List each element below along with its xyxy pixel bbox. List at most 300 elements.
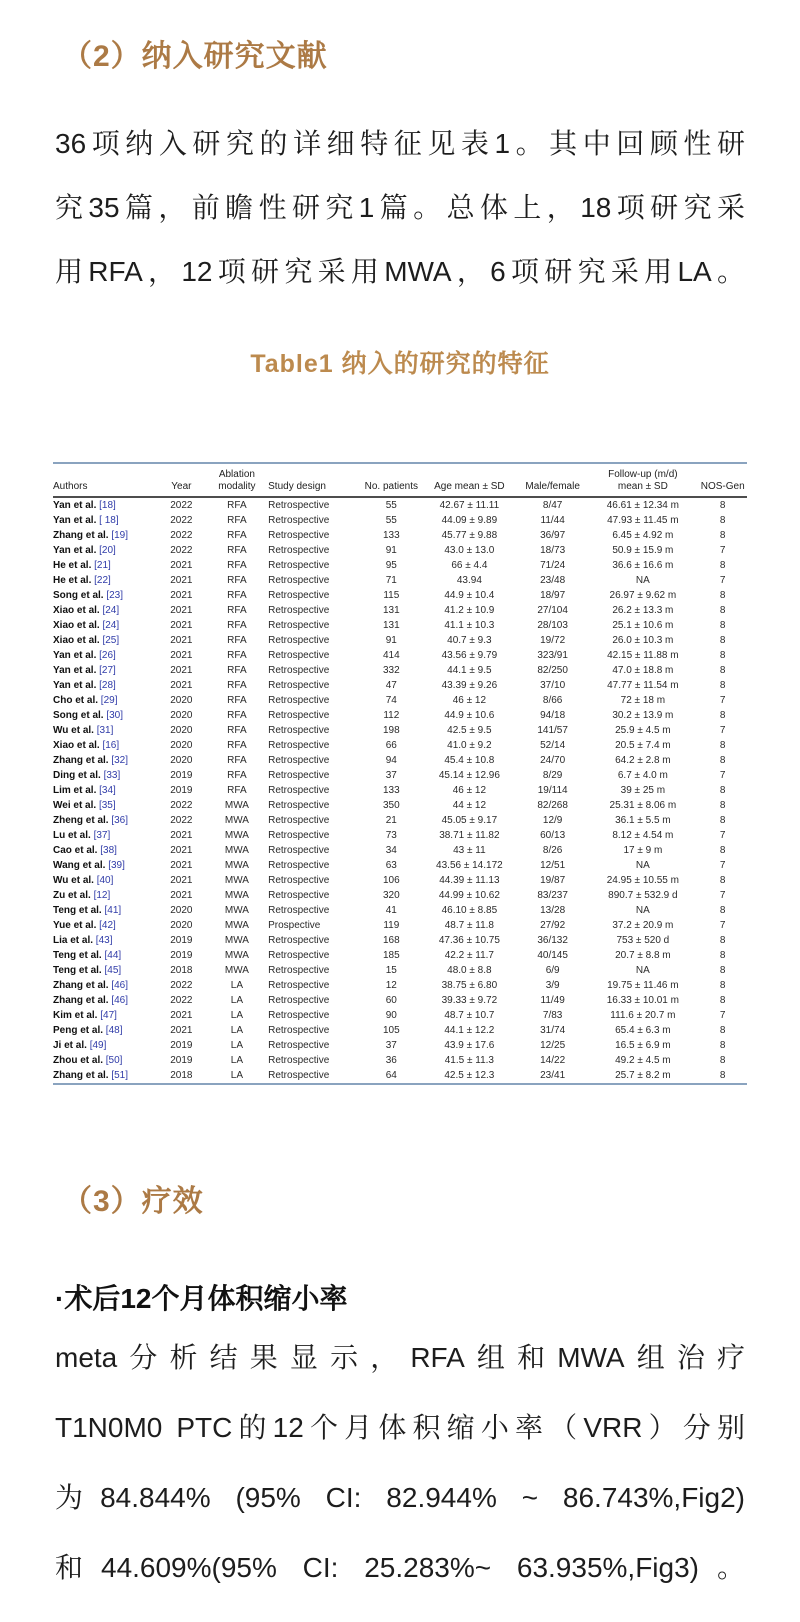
cell-year: 2022 [170,530,193,541]
cell-followup: 8.12 ± 4.54 m [612,830,674,841]
cell-ablation-modality: RFA [227,665,247,676]
cell-ablation-modality: MWA [224,890,249,901]
author-name: Wu et al. [53,875,97,886]
cell-year: 2021 [170,845,193,856]
cell-year: 2021 [170,860,193,871]
cell-followup: 72 ± 18 m [620,695,666,706]
cell-study-design: Retrospective [268,860,330,871]
cell-age: 43.94 [456,575,482,586]
table-row [53,888,747,903]
citation-ref: [40] [96,875,114,886]
cell-nos-gen: 7 [719,725,726,736]
cell-study-design: Retrospective [268,740,330,751]
cell-study-design: Retrospective [268,935,330,946]
cell-male-female: 8/29 [542,770,563,781]
citation-ref: [ 18] [99,515,119,526]
cell-authors [53,918,157,933]
cell-ablation-modality: MWA [224,920,249,931]
paragraph-line: 用RFA，12项研究采用MWA，6项研究采用LA。 [55,256,745,287]
table-row [53,558,747,573]
cell-authors [53,888,157,903]
cell-authors [53,543,157,558]
table-row [53,708,747,723]
cell-year: 2021 [170,650,193,661]
cell-ablation-modality: RFA [227,785,247,796]
table-row [53,918,747,933]
cell-ablation-modality: RFA [227,620,247,631]
citation-ref: [41] [104,905,122,916]
author-name: Xiao et al. [53,605,103,616]
cell-ablation-modality: MWA [224,800,249,811]
table-row [53,573,747,588]
cell-age: 42.5 ± 9.5 [447,725,492,736]
author-name: He et al. [53,560,95,571]
cell-followup: NA [635,860,650,871]
cell-study-design: Retrospective [268,830,330,841]
author-name: Xiao et al. [53,635,103,646]
citation-ref: [47] [100,1010,117,1021]
cell-male-female: 19/114 [537,785,568,796]
cell-nos-gen: 8 [719,1070,726,1081]
author-name: Zhang et al. [53,530,112,541]
cell-nos-gen: 8 [719,995,726,1006]
cell-authors [53,933,157,948]
cell-male-female: 23/41 [540,1070,566,1081]
author-name: Kim et al. [53,1010,101,1021]
cell-year: 2022 [170,995,193,1006]
table-header-row [53,463,747,497]
cell-year: 2022 [170,815,193,826]
subheading-vrr-12m: ·术后12个月体积缩小率 [55,1283,348,1314]
cell-no-patients: 119 [383,920,400,931]
cell-authors [53,948,157,963]
cell-nos-gen: 7 [719,830,726,841]
cell-ablation-modality: LA [230,1025,244,1036]
cell-authors [53,603,157,618]
citation-ref: [46] [111,980,129,991]
table-row [53,603,747,618]
cell-nos-gen: 8 [719,965,726,976]
table-row [53,933,747,948]
cell-year: 2020 [170,725,193,736]
table-row [53,903,747,918]
author-name: Zhang et al. [53,980,112,991]
cell-followup: 26.0 ± 10.3 m [612,635,674,646]
cell-study-design: Retrospective [268,710,330,721]
cell-ablation-modality: RFA [227,740,247,751]
cell-ablation-modality: LA [230,980,244,991]
cell-authors [53,618,157,633]
cell-ablation-modality: MWA [224,830,249,841]
cell-nos-gen: 8 [719,635,726,646]
cell-male-female: 8/66 [542,695,563,706]
cell-followup: 20.7 ± 8.8 m [615,950,671,961]
table-row [53,513,747,528]
cell-nos-gen: 8 [719,1055,726,1066]
cell-nos-gen: 8 [719,785,726,796]
table-row [53,1038,747,1053]
paragraph-line: 36项纳入研究的详细特征见表1。其中回顾性研 [55,128,745,159]
cell-followup: 25.7 ± 8.2 m [615,1070,671,1081]
cell-study-design: Retrospective [268,545,330,556]
cell-ablation-modality: MWA [224,935,249,946]
cell-authors [53,573,157,588]
cell-male-female: 40/145 [537,950,568,961]
cell-ablation-modality: RFA [227,560,247,571]
author-name: Zhang et al. [53,995,112,1006]
cell-nos-gen: 8 [719,620,726,631]
cell-male-female: 36/132 [537,935,568,946]
cell-male-female: 52/14 [540,740,566,751]
cell-study-design: Retrospective [268,770,330,781]
citation-ref: [35] [98,800,116,811]
cell-study-design: Retrospective [268,845,330,856]
cell-ablation-modality: RFA [227,755,247,766]
cell-year: 2018 [170,1070,193,1081]
cell-followup: 19.75 ± 11.46 m [607,980,679,991]
cell-authors [53,678,157,693]
cell-age: 43.0 ± 13.0 [444,545,495,556]
cell-nos-gen: 8 [719,710,726,721]
efficacy-paragraph [55,1323,745,1603]
cell-ablation-modality: RFA [227,725,247,736]
cell-authors [53,783,157,798]
cell-study-design: Retrospective [268,1070,330,1081]
author-name: Teng et al. [53,965,105,976]
citation-ref: [23] [106,590,124,601]
table-row [53,663,747,678]
cell-followup: 36.1 ± 5.5 m [615,815,671,826]
table-row [53,768,747,783]
author-name: He et al. [53,575,95,586]
author-name: Wu et al. [53,725,97,736]
cell-study-design: Retrospective [268,515,330,526]
cell-ablation-modality: RFA [227,650,247,661]
cell-authors [53,903,157,918]
cell-followup: 46.61 ± 12.34 m [606,500,679,511]
col-header-followup [587,463,698,497]
cell-authors [53,858,157,873]
cell-study-design: Retrospective [268,1025,330,1036]
cell-authors [53,558,157,573]
cell-year: 2022 [170,545,193,556]
citation-ref: [21] [94,560,111,571]
col-header-line: Ablation [218,469,255,480]
cell-no-patients: 41 [385,905,397,916]
author-name: Zhou et al. [53,1055,106,1066]
author-name: Song et al. [53,710,107,721]
author-name: Ding et al. [53,770,104,781]
table-row [53,543,747,558]
author-name: Song et al. [53,590,107,601]
cell-followup: 753 ± 520 d [616,935,670,946]
table-row [53,678,747,693]
cell-male-female: 7/83 [542,1010,563,1021]
cell-no-patients: 90 [385,1010,397,1021]
table-row [53,858,747,873]
cell-study-design: Retrospective [268,1055,330,1066]
cell-followup: 890.7 ± 532.9 d [608,890,678,901]
cell-male-female: 28/103 [537,620,568,631]
cell-study-design: Retrospective [268,530,330,541]
cell-male-female: 83/237 [537,890,568,901]
cell-male-female: 12/9 [542,815,563,826]
cell-age: 47.36 ± 10.75 [438,935,500,946]
table-row [53,948,747,963]
cell-year: 2021 [170,575,193,586]
cell-nos-gen: 8 [719,515,726,526]
cell-nos-gen: 8 [719,935,726,946]
cell-age: 44.1 ± 9.5 [447,665,492,676]
cell-nos-gen: 8 [719,560,726,571]
cell-followup: 25.1 ± 10.6 m [612,620,674,631]
author-name: Peng et al. [53,1025,106,1036]
citation-ref: [51] [111,1070,129,1081]
citation-ref: [27] [99,665,116,676]
cell-authors [53,497,157,513]
cell-ablation-modality: RFA [227,695,247,706]
cell-study-design: Retrospective [268,875,330,886]
cell-nos-gen: 8 [719,590,726,601]
citation-ref: [22] [94,575,111,586]
cell-authors [53,1068,157,1084]
cell-age: 45.4 ± 10.8 [444,755,495,766]
cell-no-patients: 94 [385,755,397,766]
cell-age: 42.5 ± 12.3 [444,1070,495,1081]
cell-authors [53,723,157,738]
cell-study-design: Retrospective [268,800,330,811]
cell-authors [53,633,157,648]
cell-year: 2022 [170,515,193,526]
cell-study-design: Retrospective [268,1010,330,1021]
cell-no-patients: 105 [382,1025,400,1036]
table-row [53,497,747,513]
cell-male-female: 82/268 [537,800,568,811]
study-table-body [53,497,747,1084]
citation-ref: [37] [93,830,111,841]
cell-authors [53,828,157,843]
cell-ablation-modality: MWA [224,815,249,826]
cell-year: 2019 [170,770,193,781]
author-name: Cho et al. [53,695,101,706]
author-name: Teng et al. [53,950,105,961]
cell-male-female: 141/57 [537,725,568,736]
cell-age: 41.1 ± 10.3 [444,620,495,631]
cell-age: 38.71 ± 11.82 [439,830,500,841]
cell-followup: 26.2 ± 13.3 m [612,605,674,616]
table-row [53,618,747,633]
author-name: Lim et al. [53,785,100,796]
table-row [53,1023,747,1038]
cell-year: 2021 [170,890,193,901]
cell-year: 2021 [170,590,193,601]
cell-nos-gen: 8 [719,605,726,616]
cell-nos-gen: 7 [719,545,726,556]
cell-nos-gen: 7 [719,860,726,871]
cell-study-design: Retrospective [268,680,330,691]
cell-no-patients: 36 [385,1055,397,1066]
cell-authors [53,588,157,603]
cell-age: 66 ± 4.4 [451,560,488,571]
cell-year: 2021 [170,560,193,571]
author-name: Yan et al. [53,515,100,526]
cell-ablation-modality: LA [230,995,244,1006]
cell-ablation-modality: LA [230,1040,244,1051]
cell-year: 2021 [170,665,193,676]
cell-age: 44 ± 12 [452,800,487,811]
cell-age: 39.33 ± 9.72 [441,995,498,1006]
cell-study-design: Prospective [268,920,321,931]
cell-ablation-modality: RFA [227,575,247,586]
cell-male-female: 3/9 [545,980,560,991]
cell-age: 48.7 ± 11.8 [444,920,494,931]
cell-authors [53,1023,157,1038]
cell-age: 48.7 ± 10.7 [444,1010,495,1021]
cell-ablation-modality: RFA [227,710,247,721]
cell-year: 2019 [170,785,193,796]
cell-nos-gen: 7 [719,695,726,706]
citation-ref: [48] [105,1025,123,1036]
cell-age: 46 ± 12 [452,695,487,706]
cell-study-design: Retrospective [268,695,330,706]
author-name: Lu et al. [53,830,94,841]
cell-no-patients: 37 [385,1040,397,1051]
cell-ablation-modality: MWA [224,860,249,871]
citation-ref: [31] [96,725,114,736]
cell-male-female: 94/18 [540,710,566,721]
cell-age: 45.14 ± 12.96 [438,770,500,781]
cell-age: 44.1 ± 12.2 [444,1025,495,1036]
cell-year: 2018 [170,965,193,976]
citation-ref: [25] [102,635,120,646]
cell-authors [53,708,157,723]
cell-followup: 17 ± 9 m [623,845,663,856]
cell-ablation-modality: MWA [224,875,249,886]
cell-no-patients: 15 [385,965,397,976]
cell-male-female: 36/97 [540,530,566,541]
cell-no-patients: 73 [385,830,397,841]
cell-ablation-modality: LA [230,1010,244,1021]
table-row [53,528,747,543]
cell-study-design: Retrospective [268,725,330,736]
cell-ablation-modality: MWA [224,965,249,976]
cell-male-female: 18/73 [540,545,566,556]
cell-nos-gen: 7 [719,1010,726,1021]
cell-age: 43.56 ± 9.79 [441,650,498,661]
cell-year: 2021 [170,680,193,691]
table-row [53,693,747,708]
cell-ablation-modality: RFA [227,530,247,541]
cell-year: 2020 [170,755,193,766]
cell-nos-gen: 7 [719,770,726,781]
table-row [53,843,747,858]
cell-no-patients: 115 [383,590,400,601]
cell-study-design: Retrospective [268,965,330,976]
cell-authors [53,663,157,678]
cell-nos-gen: 8 [719,665,726,676]
cell-authors [53,768,157,783]
cell-followup: 16.33 ± 10.01 m [606,995,679,1006]
cell-ablation-modality: RFA [227,515,247,526]
cell-no-patients: 198 [382,725,400,736]
section-heading-efficacy: （3）疗效 [62,1185,204,1218]
cell-followup: 42.15 ± 11.88 m [607,650,679,661]
cell-ablation-modality: MWA [224,950,249,961]
citation-ref: [32] [111,755,129,766]
cell-authors [53,873,157,888]
citation-ref: [16] [102,740,120,751]
cell-no-patients: 112 [383,710,400,721]
author-name: Yue et al. [53,920,100,931]
cell-age: 42.67 ± 11.11 [439,500,500,511]
cell-followup: 49.2 ± 4.5 m [615,1055,671,1066]
cell-year: 2021 [170,635,193,646]
cell-no-patients: 414 [382,650,400,661]
cell-nos-gen: 7 [719,575,726,586]
cell-followup: 24.95 ± 10.55 m [606,875,679,886]
cell-followup: 6.7 ± 4.0 m [617,770,668,781]
citation-ref: [33] [103,770,121,781]
cell-authors [53,843,157,858]
table-row [53,648,747,663]
author-name: Teng et al. [53,905,105,916]
cell-ablation-modality: RFA [227,605,247,616]
cell-followup: 25.9 ± 4.5 m [615,725,671,736]
cell-year: 2020 [170,905,193,916]
cell-study-design: Retrospective [268,890,330,901]
cell-authors [53,1053,157,1068]
cell-nos-gen: 8 [719,845,726,856]
table-row [53,813,747,828]
cell-male-female: 23/48 [540,575,566,586]
cell-study-design: Retrospective [268,815,330,826]
cell-male-female: 13/28 [540,905,566,916]
cell-male-female: 11/44 [540,515,565,526]
citation-ref: [29] [100,695,118,706]
cell-no-patients: 133 [382,530,400,541]
cell-year: 2020 [170,740,193,751]
citation-ref: [39] [108,860,125,871]
cell-male-female: 12/25 [540,1040,566,1051]
cell-no-patients: 12 [385,980,397,991]
cell-nos-gen: 8 [719,530,726,541]
cell-no-patients: 63 [385,860,397,871]
cell-year: 2021 [170,1010,193,1021]
author-name: Lia et al. [53,935,96,946]
cell-study-design: Retrospective [268,575,330,586]
author-name: Wang et al. [53,860,109,871]
cell-followup: 25.31 ± 8.06 m [609,800,677,811]
cell-no-patients: 168 [382,935,400,946]
study-characteristics-table [53,462,747,1085]
cell-male-female: 27/104 [537,605,568,616]
table-row [53,723,747,738]
cell-year: 2019 [170,950,193,961]
cell-study-design: Retrospective [268,650,330,661]
cell-no-patients: 91 [385,635,397,646]
citation-ref: [30] [106,710,124,721]
cell-nos-gen: 8 [719,500,726,511]
citation-ref: [36] [111,815,129,826]
section-heading-included-studies: （2）纳入研究文献 [62,40,328,73]
cell-ablation-modality: RFA [227,545,247,556]
cell-nos-gen: 8 [719,650,726,661]
cell-male-female: 37/10 [540,680,566,691]
table-row [53,738,747,753]
cell-no-patients: 131 [382,620,400,631]
cell-male-female: 6/9 [545,965,560,976]
author-name: Zhang et al. [53,755,112,766]
